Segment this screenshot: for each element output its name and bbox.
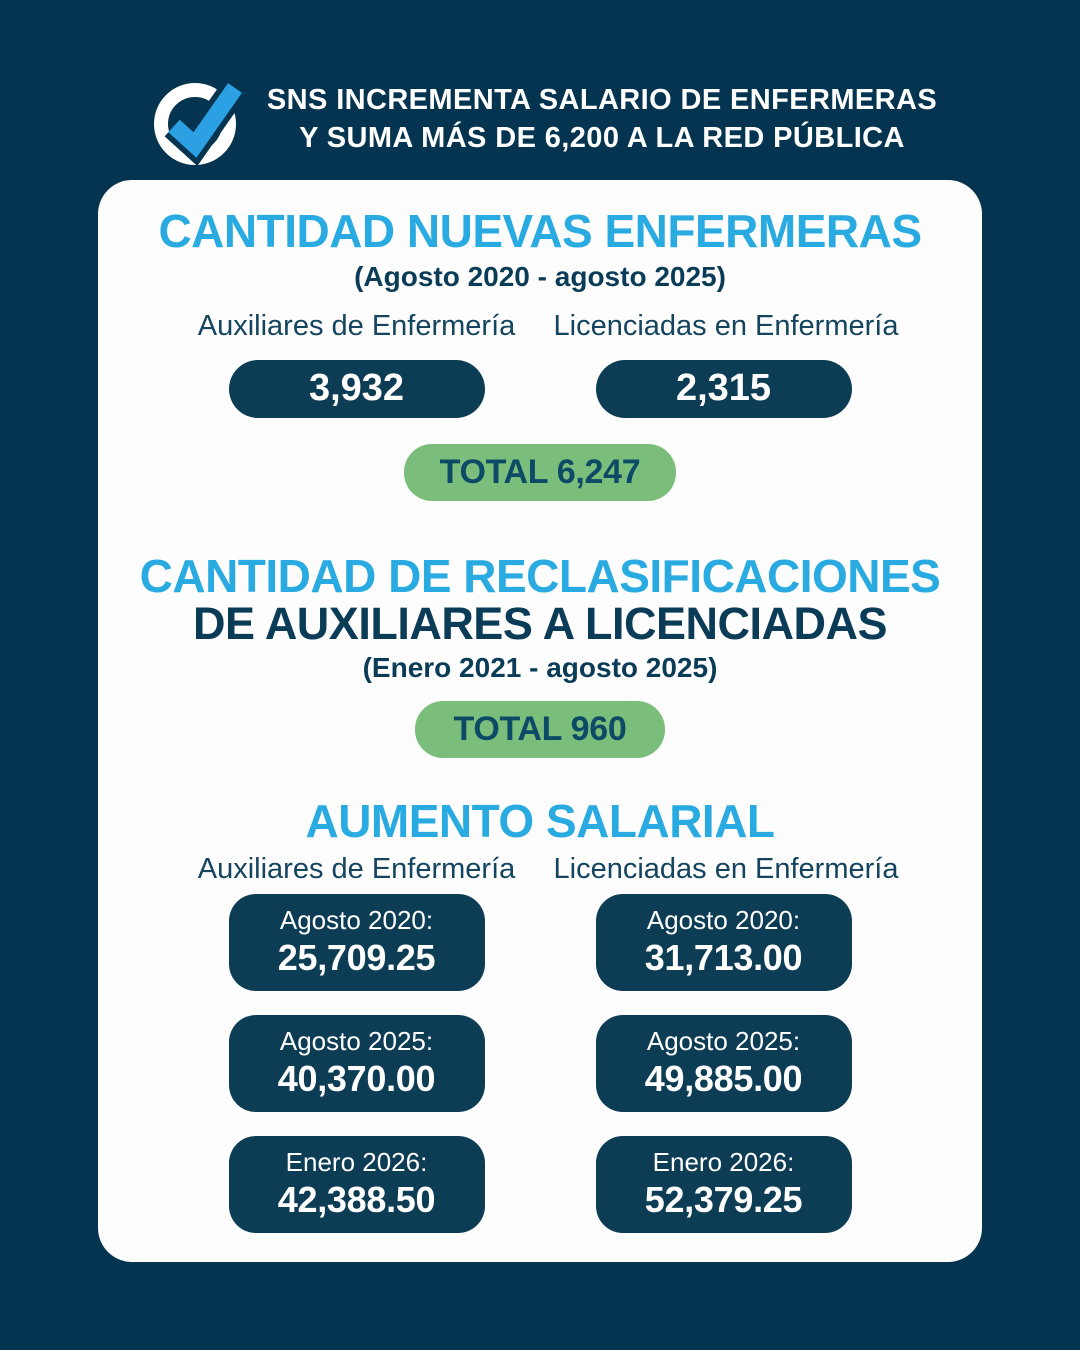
section-title-new-nurses: CANTIDAD NUEVAS ENFERMERAS: [158, 205, 922, 257]
salary-period: Agosto 2020:: [279, 905, 434, 936]
header-title-line2: Y SUMA MÁS DE 6,200 A LA RED PÚBLICA: [299, 122, 905, 154]
salary-amount: 42,388.50: [277, 1179, 436, 1221]
value-pill-licenciadas: 2,315: [596, 360, 852, 418]
salary-amount: 49,885.00: [644, 1058, 803, 1100]
salary-card: [229, 1136, 485, 1233]
value-pill-auxiliares: 3,932: [229, 360, 485, 418]
salary-amount: 31,713.00: [644, 937, 803, 979]
salary-grid: [98, 894, 982, 1257]
salary-period: Enero 2026:: [652, 1147, 795, 1178]
salary-amount: 52,379.25: [644, 1179, 803, 1221]
salary-column-labels: [98, 853, 982, 886]
column-label-auxiliares: Auxiliares de Enfermería: [197, 309, 516, 342]
salary-column-auxiliares: [187, 894, 527, 1257]
salary-period: Agosto 2020:: [646, 905, 801, 936]
salary-amount: 40,370.00: [277, 1058, 436, 1100]
total-pill-new-nurses: TOTAL 6,247: [404, 444, 677, 501]
salary-column-label-auxiliares: Auxiliares de Enfermería: [197, 853, 516, 886]
salary-card: [229, 894, 485, 991]
check-circle-icon: [143, 66, 249, 172]
section-new-nurses: [98, 205, 982, 501]
salary-amount: 25,709.25: [277, 937, 436, 979]
total-pill-reclass: TOTAL 960: [415, 701, 665, 758]
salary-period: Agosto 2025:: [279, 1026, 434, 1057]
header-title: [267, 81, 937, 158]
section-subtitle-reclass: (Enero 2021 - agosto 2025): [362, 652, 718, 684]
reclass-title-line1: CANTIDAD DE RECLASIFICACIONES: [139, 549, 941, 602]
header-title-line1: SNS INCREMENTA SALARIO DE ENFERMERAS: [266, 83, 938, 116]
new-nurses-values: [98, 360, 982, 418]
section-subtitle-new-nurses: (Agosto 2020 - agosto 2025): [354, 260, 726, 292]
column-label-licenciadas: Licenciadas en Enfermería: [553, 309, 899, 342]
section-salary: [98, 795, 982, 1257]
salary-card: [229, 1015, 485, 1112]
section-title-salary: AUMENTO SALARIAL: [305, 795, 775, 848]
section-reclassifications: [98, 549, 982, 759]
infographic-card: [98, 180, 982, 1262]
salary-card: [596, 1015, 852, 1112]
salary-column-label-licenciadas: Licenciadas en Enfermería: [553, 853, 899, 886]
header: [0, 0, 1080, 180]
salary-period: Agosto 2025:: [646, 1026, 801, 1057]
reclass-title-line2: DE AUXILIARES A LICENCIADAS: [192, 597, 888, 649]
salary-column-licenciadas: [554, 894, 894, 1257]
new-nurses-column-labels: [98, 310, 982, 343]
salary-card: [596, 1136, 852, 1233]
salary-period: Enero 2026:: [285, 1147, 428, 1178]
salary-card: [596, 894, 852, 991]
